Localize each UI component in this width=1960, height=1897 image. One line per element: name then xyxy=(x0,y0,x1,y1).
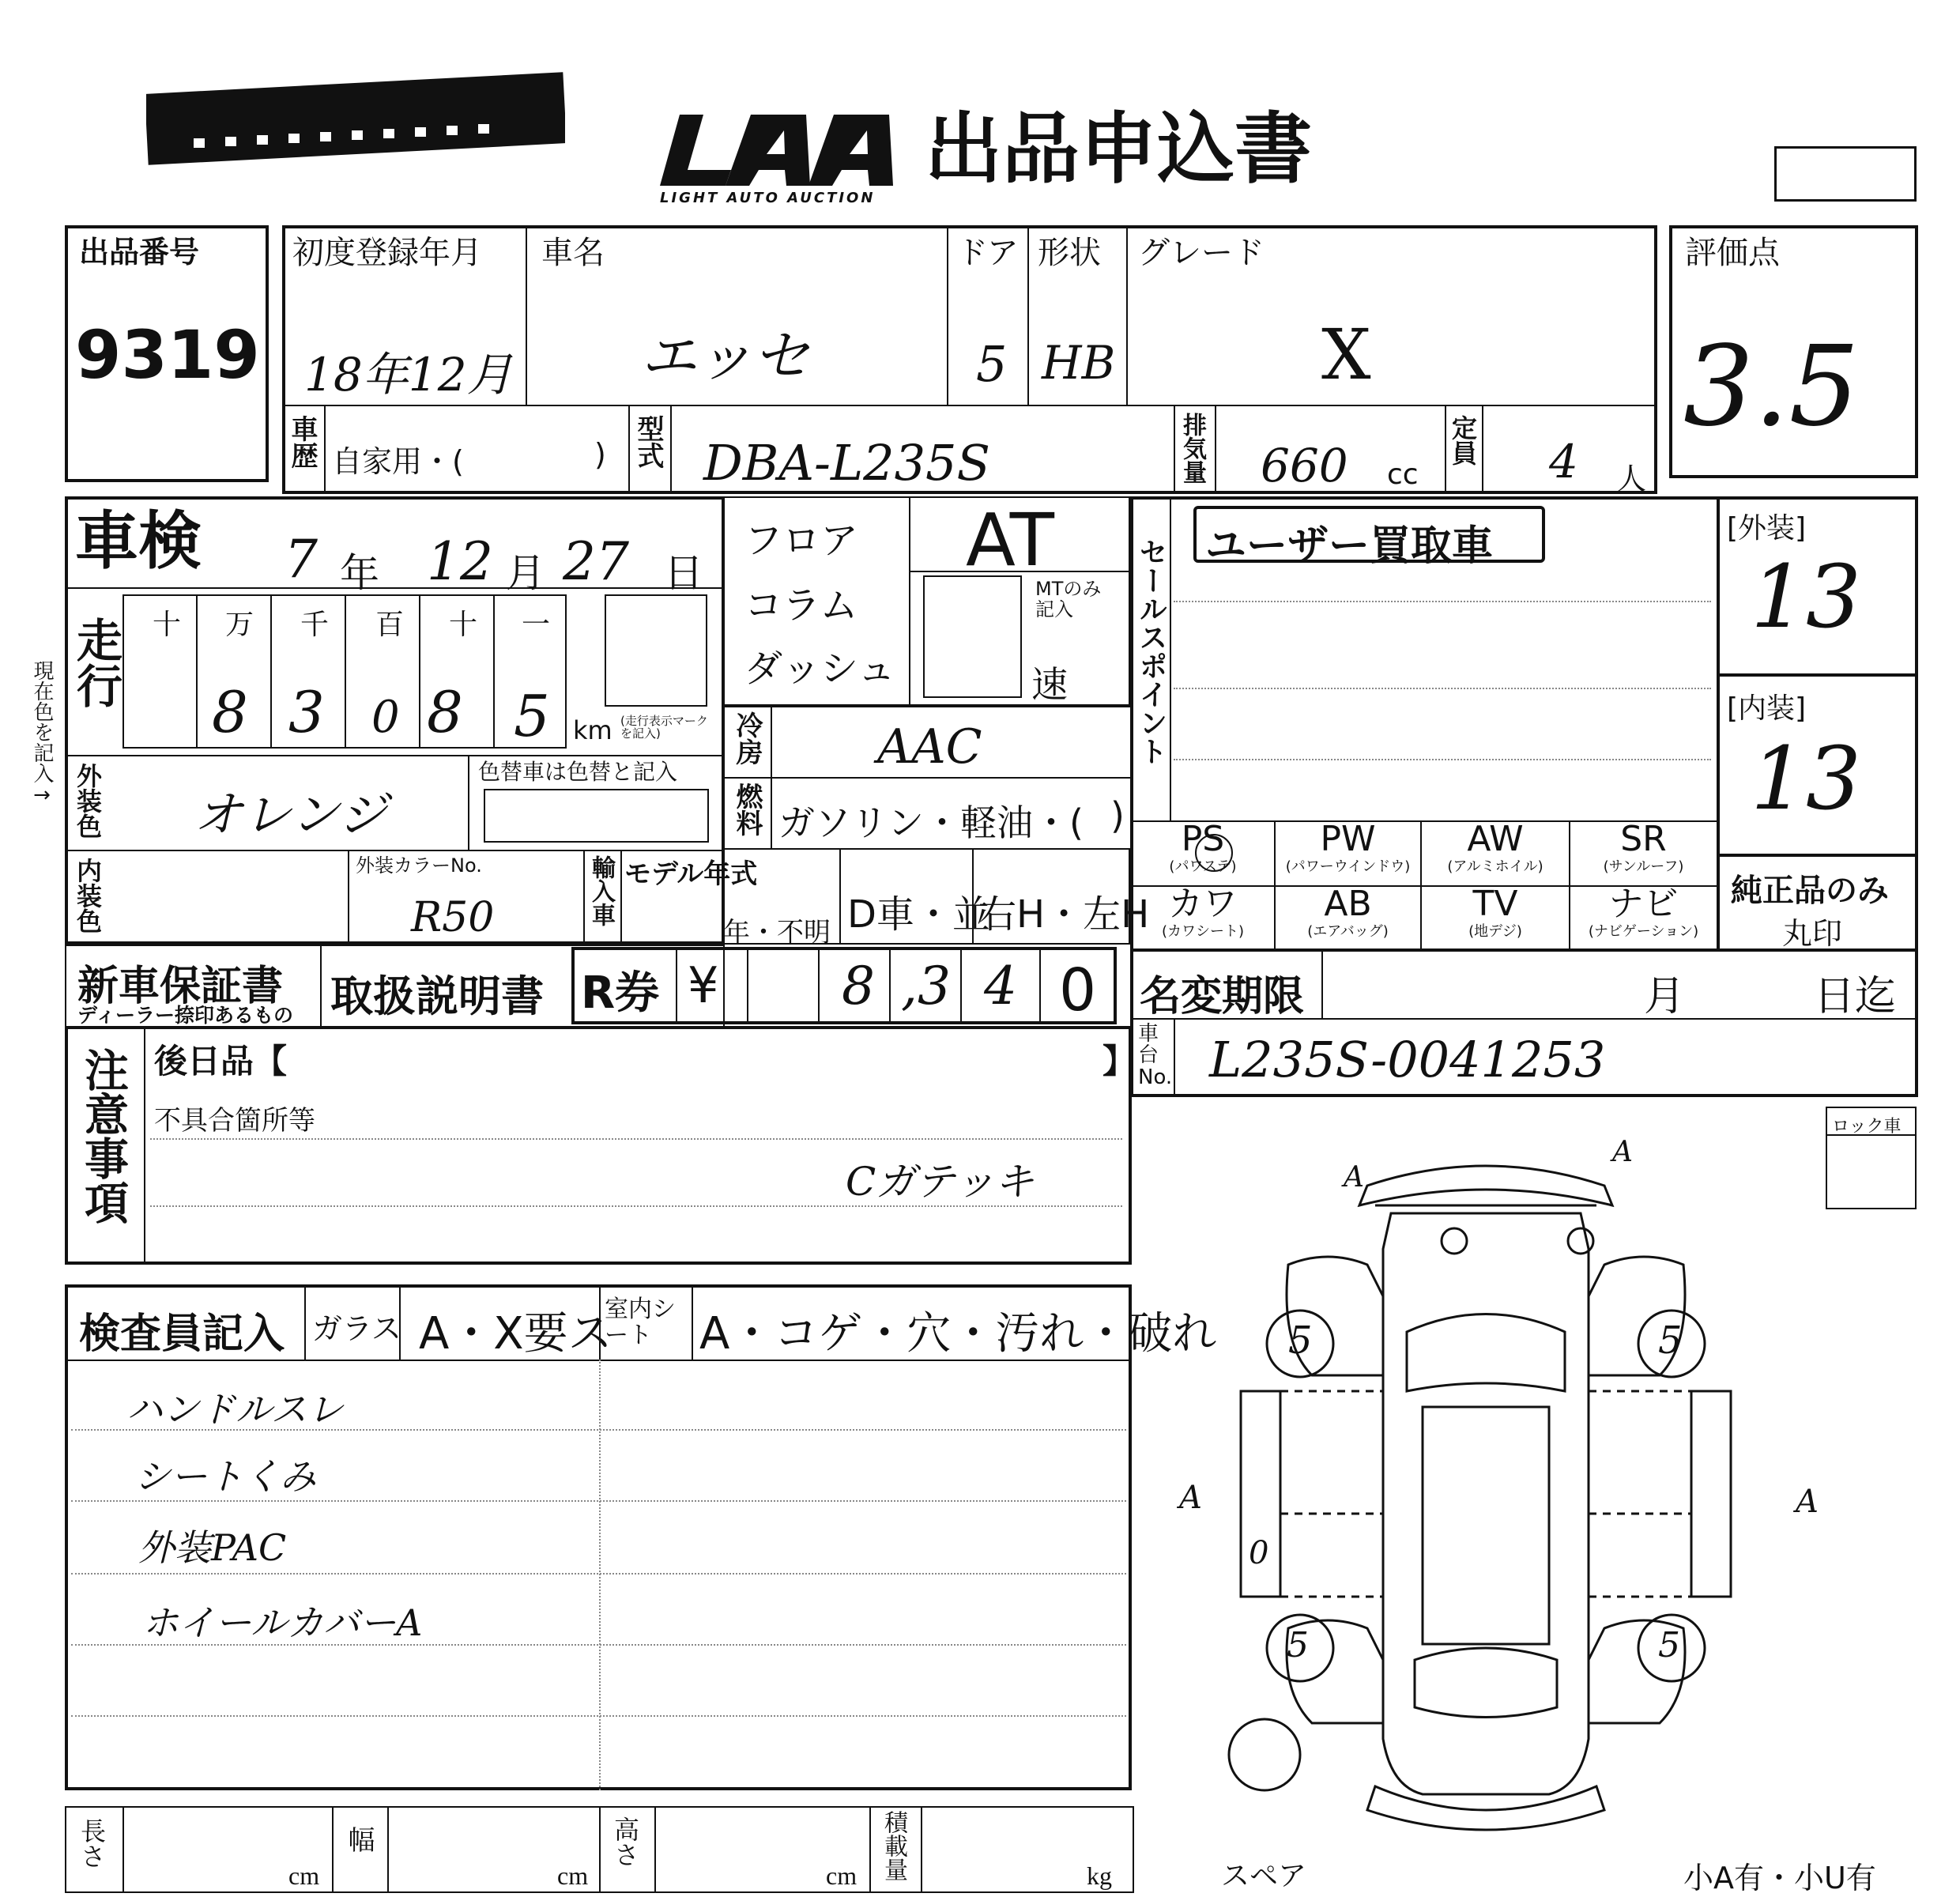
shift-option-column: コラム xyxy=(744,583,858,628)
sales-dot-3 xyxy=(1174,759,1711,760)
digit-label-5: 一 xyxy=(522,609,551,641)
notes-div xyxy=(144,1026,145,1265)
ins-vdot xyxy=(599,1360,601,1790)
sales-label-div xyxy=(1170,496,1171,820)
remark-2: シートくみ xyxy=(134,1455,316,1498)
mg2 xyxy=(270,594,272,749)
exterior-divider xyxy=(65,850,725,851)
glass-options: A・X要ス xyxy=(419,1308,612,1360)
diagram-mark-left-door: A xyxy=(1179,1480,1202,1516)
length-label: 長さ xyxy=(77,1818,107,1869)
digit-label-3: 百 xyxy=(375,609,405,641)
genuine-line1: 純正品のみ xyxy=(1731,873,1889,909)
r2 xyxy=(818,947,820,1024)
interior-grade-label: [内装] xyxy=(1727,692,1807,725)
ins-dot-4 xyxy=(71,1644,1126,1646)
div-model2 xyxy=(670,405,672,494)
sales-stamp-text: ユーザー買取車 xyxy=(1205,522,1494,570)
lock-box xyxy=(1826,1107,1917,1209)
r0 xyxy=(676,947,677,1024)
repaint-divider xyxy=(468,755,469,850)
fuel-label: 燃料 xyxy=(731,783,763,836)
equip-navi[interactable]: ナビ (ナビゲーション) xyxy=(1588,884,1699,940)
digit-label-1: 万 xyxy=(225,609,254,641)
body-type-label: 形状 xyxy=(1038,235,1101,271)
ps-circle-mark xyxy=(1195,834,1233,872)
div-name xyxy=(947,225,948,405)
ins-dot-5 xyxy=(71,1715,1126,1717)
name-change-month: 月 xyxy=(1644,973,1686,1020)
genuine-div xyxy=(1717,854,1720,948)
mileage-unit: km xyxy=(573,715,612,745)
history-value: 自家用・( xyxy=(332,444,464,479)
body-type-value: HB xyxy=(1042,336,1116,390)
repaint-box xyxy=(484,789,709,843)
history-paren: ) xyxy=(594,437,606,472)
import-divider2 xyxy=(620,850,622,945)
inspection-day-unit: 日 xyxy=(664,550,703,596)
digit-label-4: 十 xyxy=(449,609,478,641)
color-no-divider xyxy=(348,850,349,945)
load-label: 積載量 xyxy=(880,1810,907,1881)
exterior-grade-value: 13 xyxy=(1751,546,1861,647)
div-cap xyxy=(1445,405,1446,494)
mg5 xyxy=(493,594,495,749)
import-box-right xyxy=(723,848,1130,945)
exterior-grade-label: [外装] xyxy=(1727,512,1807,545)
equip-ab[interactable]: AB (エアバッグ) xyxy=(1307,884,1389,940)
vehicle-box-divider xyxy=(282,405,1657,406)
remark-1: ハンドルスレ xyxy=(126,1388,344,1431)
warranty-label: 新車保証書 xyxy=(77,963,284,1010)
dm1 xyxy=(122,1806,124,1893)
registration-value: 18年12月 xyxy=(304,348,513,402)
repaint-label: 色替車は色替と記入 xyxy=(478,759,678,785)
import-divider xyxy=(583,850,585,945)
equip-pw[interactable]: PW (パワーウインドウ) xyxy=(1285,819,1411,875)
displacement-value: 660 xyxy=(1261,439,1348,492)
seat-options: A・コゲ・穴・汚れ・破れ xyxy=(699,1308,1217,1360)
remark-4: ホイールカバーA xyxy=(142,1601,423,1644)
model-year-label: モデル年式 xyxy=(624,858,758,890)
grade-value: X xyxy=(1321,314,1371,395)
diagram-footer: 小A有・小U有 xyxy=(1683,1861,1876,1895)
logo-subtitle: LIGHT AUTO AUCTION xyxy=(660,190,876,206)
doors-label: ドア xyxy=(956,235,1019,271)
name-change-div xyxy=(1321,948,1323,1018)
equip-sr[interactable]: SR (サンルーフ) xyxy=(1603,819,1684,875)
diagram-mark-wheel-rl: 5 xyxy=(1287,1625,1309,1665)
div-cap2 xyxy=(1482,405,1483,494)
name-change-label: 名変期限 xyxy=(1140,973,1305,1020)
side-note: 現在色を記入→ xyxy=(30,660,54,807)
grade-label: グレード xyxy=(1138,235,1265,271)
grade-hdiv xyxy=(1717,673,1918,677)
ins-d2 xyxy=(399,1284,401,1360)
notes-label: 注意事項 xyxy=(77,1047,129,1224)
inspection-year: 7 xyxy=(285,529,318,590)
mileage-unit-note: (走行表示マーク を記入) xyxy=(620,714,708,741)
speed-label: 速 xyxy=(1031,663,1068,706)
score-label: 評価点 xyxy=(1685,235,1780,271)
genuine-line2: 丸印 xyxy=(1782,916,1843,951)
ins-d1 xyxy=(304,1284,306,1360)
div-door xyxy=(1027,225,1029,405)
mg4 xyxy=(419,594,420,749)
model-year-suffix: 年・不明 xyxy=(723,917,831,948)
recycle-yen: ¥ xyxy=(688,956,719,1014)
ins-dot-2 xyxy=(71,1500,1126,1502)
manual-label: 取扱説明書 xyxy=(330,971,544,1021)
div-disp xyxy=(1174,405,1175,494)
displacement-unit: cc xyxy=(1387,458,1419,491)
capacity-unit: 人 xyxy=(1616,462,1647,496)
notes-handwritten: Cガテッキ xyxy=(846,1159,1035,1205)
div-disp2 xyxy=(1215,405,1216,494)
dm4 xyxy=(599,1806,601,1893)
diagram-mark-front-left: A xyxy=(1344,1161,1364,1194)
inspection-year-unit: 年 xyxy=(340,550,379,596)
dm3 xyxy=(387,1806,389,1893)
ins-d3 xyxy=(599,1284,601,1360)
recycle-digit-4: 4 xyxy=(984,956,1017,1016)
recycle-digit-2: 8 xyxy=(842,956,875,1016)
model-value: DBA-L235S xyxy=(703,434,990,492)
lot-number: 9319 xyxy=(75,316,260,394)
exterior-color-value: オレンジ xyxy=(194,786,387,843)
spare-label: スペア xyxy=(1221,1860,1307,1892)
mileage-label: 走行 xyxy=(69,617,122,708)
mg3 xyxy=(345,594,346,749)
diagram-mark-left-sill: 0 xyxy=(1249,1535,1269,1571)
fuel-divider xyxy=(723,777,1130,779)
equip-tv[interactable]: TV (地デジ) xyxy=(1468,884,1522,940)
r3 xyxy=(889,947,891,1024)
warranty-note: ディーラー捺印あるもの xyxy=(77,1004,294,1027)
div-model xyxy=(628,405,630,494)
history-label: 車歴 xyxy=(286,415,318,469)
width-unit: cm xyxy=(557,1861,589,1890)
chassis-value: L235S-0041253 xyxy=(1209,1031,1606,1088)
ins-dot-3 xyxy=(71,1573,1126,1575)
mt-note: MTのみ 記入 xyxy=(1035,578,1102,621)
diagram-mark-wheel-fl: 5 xyxy=(1288,1318,1313,1363)
remark-3: 外装PAC xyxy=(138,1526,287,1569)
dm2 xyxy=(332,1806,334,1893)
registration-label: 初度登録年月 xyxy=(292,235,482,271)
recycle-digit-3: ,3 xyxy=(901,956,951,1016)
dm7 xyxy=(921,1806,922,1893)
defects-label: 不具合箇所等 xyxy=(154,1105,315,1137)
model-label: 型式 xyxy=(632,415,664,469)
equip-aw[interactable]: AW (アルミホイル) xyxy=(1447,819,1544,875)
interior-grade-value: 13 xyxy=(1751,728,1861,829)
import-label: 輸入車 xyxy=(587,855,615,926)
dealer-options: D車・並 xyxy=(847,892,990,937)
manual-div xyxy=(320,945,322,1028)
car-diagram xyxy=(1170,1138,1818,1834)
notes-dot-1 xyxy=(150,1138,1122,1140)
shift-div xyxy=(909,496,910,706)
seat-label: 室内シート xyxy=(605,1295,676,1349)
lock-divider xyxy=(1826,1134,1917,1136)
ins-d4 xyxy=(692,1284,693,1360)
car-name-label: 車名 xyxy=(541,235,605,271)
dm5 xyxy=(654,1806,656,1893)
chassis-div xyxy=(1174,1018,1175,1097)
dm6 xyxy=(869,1806,871,1893)
genuine-top xyxy=(1717,854,1918,857)
later-items-label: 後日品【 xyxy=(154,1042,288,1080)
div-shape xyxy=(1126,225,1128,405)
digit-label-2: 千 xyxy=(300,609,330,641)
sales-point-label: セールスポイント xyxy=(1135,537,1167,765)
steering-options: 右H・左H xyxy=(978,892,1150,937)
notes-dot-2 xyxy=(150,1205,1122,1207)
equip-leather[interactable]: カワ (カワシート) xyxy=(1161,884,1245,940)
lock-label: ロック車 xyxy=(1832,1117,1902,1137)
load-unit: kg xyxy=(1087,1861,1112,1890)
color-no-value: R50 xyxy=(411,894,495,941)
sales-dot-2 xyxy=(1174,688,1711,689)
fuel-options: ガソリン・軽油・( xyxy=(778,801,1084,844)
capacity-label: 定員 xyxy=(1448,415,1478,466)
inspection-day: 27 xyxy=(563,531,629,592)
recycle-digit-5: 0 xyxy=(1059,956,1097,1024)
div-reg xyxy=(526,225,527,405)
mileage-divider xyxy=(65,755,725,756)
r4 xyxy=(960,947,962,1024)
inspector-label: 検査員記入 xyxy=(79,1311,285,1358)
displacement-label: 排気量 xyxy=(1178,413,1206,484)
equip-ps[interactable]: PS (パワステ) xyxy=(1169,819,1237,875)
height-unit: cm xyxy=(826,1861,858,1890)
height-label: 高さ xyxy=(610,1816,640,1867)
ac-value: AAC xyxy=(877,719,982,775)
laa-logo xyxy=(656,111,909,209)
inspection-month: 12 xyxy=(427,531,493,592)
score-value: 3.5 xyxy=(1683,322,1860,451)
chassis-label: 車台No. xyxy=(1138,1022,1173,1089)
inspection-month-unit: 月 xyxy=(506,550,545,596)
r1 xyxy=(747,947,748,1024)
diagram-mark-wheel-rr: 5 xyxy=(1658,1625,1680,1665)
r5 xyxy=(1039,947,1041,1024)
length-unit: cm xyxy=(288,1861,320,1890)
interior-color-label: 内装色 xyxy=(73,858,103,933)
mileage-digit-1: 8 xyxy=(212,679,248,745)
mileage-digit-5: 5 xyxy=(514,683,550,749)
diagram-mark-right-door: A xyxy=(1796,1484,1819,1520)
recycle-label: R券 xyxy=(581,967,660,1019)
mileage-digit-2: 3 xyxy=(288,679,325,745)
ac-label-divider xyxy=(771,706,772,848)
name-change-day: 日迄 xyxy=(1814,973,1897,1020)
inspection-label: 車検 xyxy=(75,504,202,578)
lot-label: 出品番号 xyxy=(79,235,200,270)
glass-label: ガラス xyxy=(312,1311,401,1346)
digit-label-0: 十 xyxy=(153,609,182,641)
mt-box xyxy=(923,575,1022,698)
fuel-paren: ) xyxy=(1110,794,1125,837)
doors-value: 5 xyxy=(976,335,1008,393)
ac-label: 冷房 xyxy=(731,711,763,765)
ac-divider xyxy=(723,706,1130,707)
mileage-mark-box xyxy=(605,594,707,707)
later-items-close: 】 xyxy=(1102,1042,1136,1080)
mg1 xyxy=(196,594,198,749)
page-title: 出品申込書 xyxy=(925,104,1313,194)
capacity-value: 4 xyxy=(1549,435,1578,488)
exterior-color-label: 外装色 xyxy=(73,763,103,839)
car-name-value: エッセ xyxy=(640,323,810,390)
top-right-box xyxy=(1774,146,1917,202)
shift-value: AT xyxy=(966,498,1054,583)
mileage-digit-4: 8 xyxy=(427,679,463,745)
diagram-mark-front-right: A xyxy=(1612,1136,1633,1168)
width-label: 幅 xyxy=(343,1826,375,1853)
mileage-digit-3: 0 xyxy=(371,692,400,743)
diagram-mark-wheel-fr: 5 xyxy=(1658,1318,1683,1363)
sales-dot-1 xyxy=(1174,601,1711,602)
shift-option-dash: ダッシュ xyxy=(744,647,896,691)
shift-option-floor: フロア xyxy=(744,519,859,563)
div-history xyxy=(324,405,326,494)
redacted-stamp xyxy=(146,59,565,174)
color-no-label: 外装カラーNo. xyxy=(356,854,482,877)
